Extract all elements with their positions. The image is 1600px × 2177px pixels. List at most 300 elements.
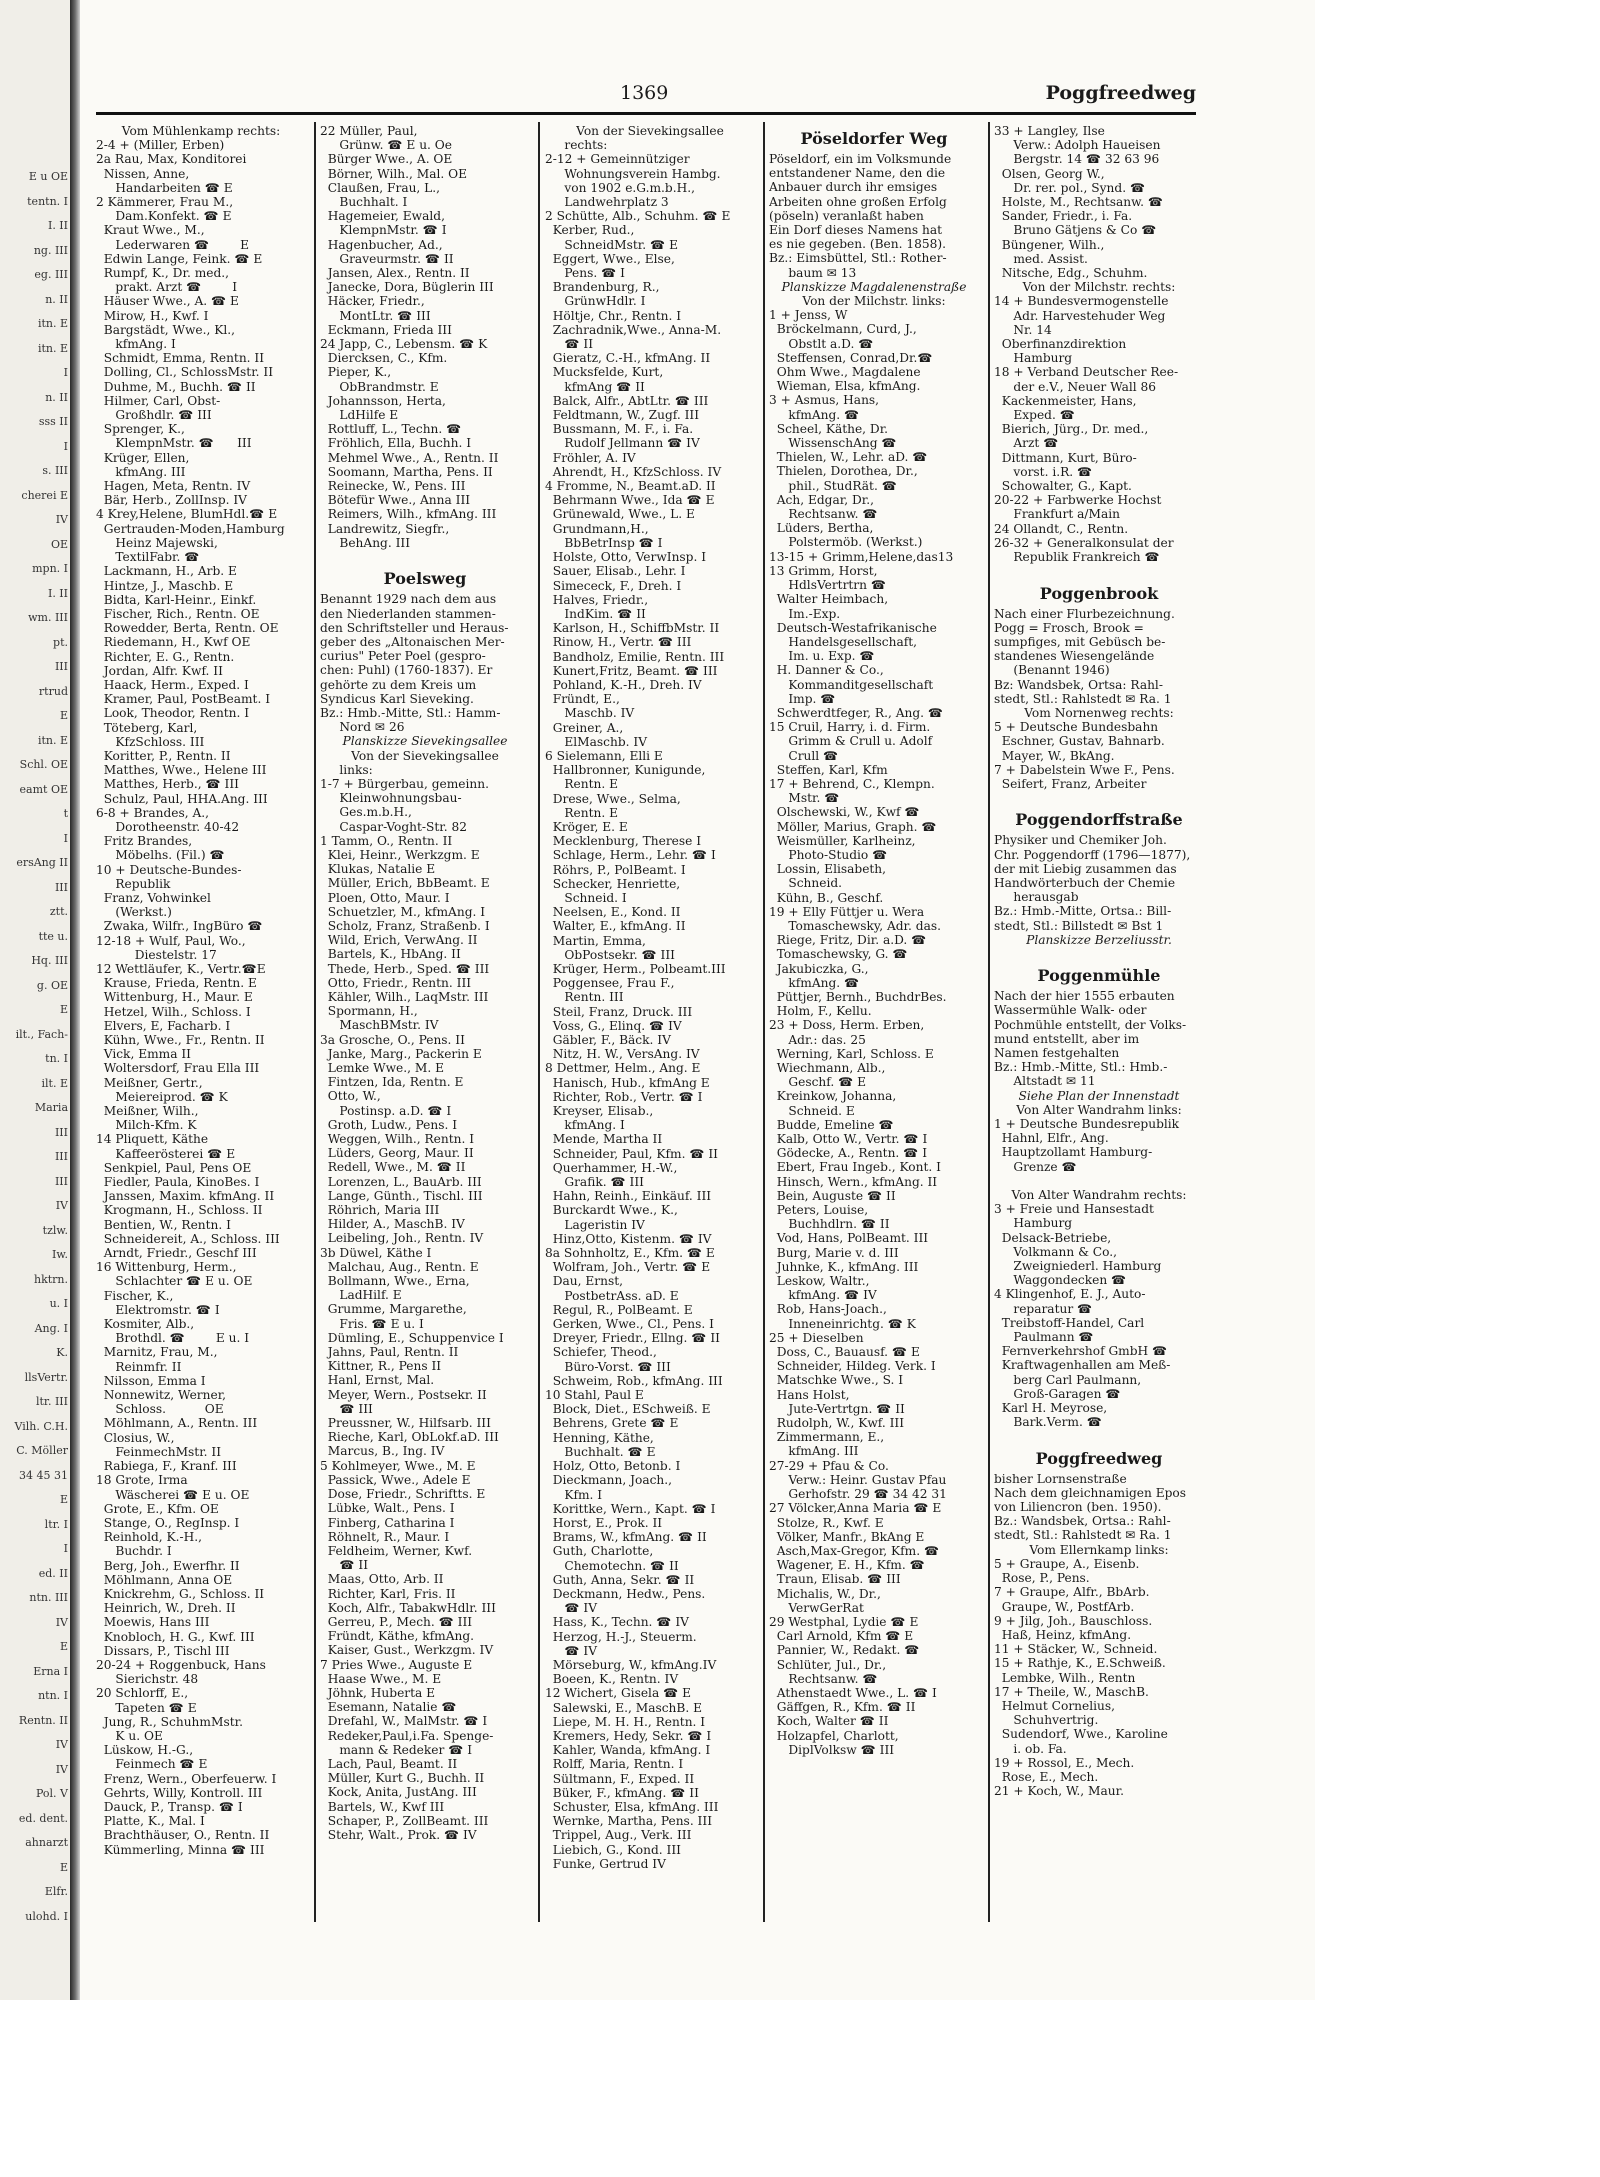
adjacent-page-text: C. Möller [16, 1444, 68, 1457]
directory-entry: 12 Wichert, Gisela ☎ E [545, 1686, 692, 1701]
directory-entry: Asch,Max-Gregor, Kfm. ☎ [769, 1543, 940, 1558]
directory-entry: Rose, E., Mech. [994, 1769, 1099, 1784]
directory-entry: Grenze ☎ [994, 1159, 1077, 1174]
directory-entry: 5 + Deutsche Bundesbahn [994, 720, 1159, 735]
section-subheading: Vom Mühlenkamp rechts: [121, 124, 281, 138]
directory-entry: Schowalter, G., Kapt. [994, 479, 1132, 494]
directory-entry: HdlsVertrtrn ☎ [769, 578, 887, 593]
directory-entry: Bürger Wwe., A. OE [320, 152, 453, 167]
directory-entry: Nr. 14 [994, 322, 1052, 337]
directory-entry: Wieman, Elsa, kfmAng. [769, 379, 921, 394]
directory-entry: baum ✉ 13 [769, 265, 857, 280]
adjacent-page-text: eg. III [34, 268, 68, 281]
directory-entry: 2 Schütte, Alb., Schuhm. ☎ E [545, 209, 731, 224]
directory-entry: Peters, Louise, [769, 1203, 869, 1218]
adjacent-page-text: tzlw. [42, 1223, 68, 1237]
directory-entry: Lederwaren ☎ E [96, 237, 250, 252]
directory-entry: Verw.: Adolph Haueisen [994, 138, 1161, 153]
directory-entry: Kraut Wwe., M., [96, 223, 205, 238]
directory-entry: Zweigniederl. Hamburg [994, 1259, 1162, 1274]
directory-entry: Spormann, H., [320, 1004, 418, 1019]
directory-entry: Möller, Marius, Graph. ☎ [769, 819, 937, 834]
directory-entry: 2-4 + (Miller, Erben) [96, 138, 225, 153]
directory-entry: berg Carl Paulmann, [994, 1372, 1142, 1387]
directory-entry: 14 Pliquett, Käthe [96, 1132, 209, 1147]
directory-entry: Rechtsanw. ☎ [769, 1671, 878, 1686]
directory-entry: Nilsson, Emma I [96, 1373, 206, 1388]
directory-entry: Hamburg [994, 1216, 1073, 1231]
section-subheading: Vom Nornenweg rechts: [1024, 705, 1174, 720]
directory-entry: Janecke, Dora, Büglerin III [320, 280, 494, 295]
directory-entry: 12 Wettläufer, K., Vertr.☎E [96, 961, 266, 976]
directory-entry: Lange, Günth., Tischl. III [320, 1188, 483, 1203]
directory-entry: Dose, Friedr., Schriftts. E [320, 1487, 486, 1502]
adjacent-page-text: I [63, 831, 68, 845]
directory-entry: 1-7 + Bürgerbau, gemeinn. [320, 776, 489, 791]
adjacent-page-text: ahnarzt [25, 1836, 68, 1849]
directory-entry: 9 + Jilg, Joh., Bauschloss. [994, 1613, 1153, 1628]
directory-entry: Hass, K., Techn. ☎ IV [545, 1615, 689, 1630]
directory-entry: Wernke, Martha, Pens. III [545, 1814, 713, 1829]
directory-entry: 2-12 + Gemeinnütziger [545, 152, 690, 167]
directory-entry: Holste, Otto, VerwInsp. I [545, 550, 707, 565]
directory-entry: Klei, Heinr., Werkzgm. E [320, 847, 480, 862]
directory-entry: Sierichstr. 48 [96, 1672, 199, 1687]
adjacent-page-text: I [63, 366, 68, 379]
adjacent-page-text: Erna I [33, 1664, 68, 1678]
directory-entry: Lageristin IV [545, 1217, 645, 1232]
directory-entry: PostbetrAss. aD. E [545, 1288, 679, 1303]
directory-entry: Röhnelt, R., Maur. I [320, 1529, 450, 1544]
directory-entry: Mstr. ☎ [769, 791, 840, 806]
directory-entry: Büker, F., kfmAng. ☎ II [545, 1785, 699, 1800]
directory-entry: Redell, Wwe., M. ☎ II [320, 1160, 466, 1175]
directory-entry: Bartels, K., HbAng. II [320, 947, 461, 962]
directory-entry: Müller, Kurt G., Buchh. II [320, 1771, 485, 1786]
directory-entry: ☎ II [545, 337, 594, 352]
adjacent-page-text: n. II [45, 390, 68, 404]
directory-entry: Claußen, Frau, L., [320, 180, 441, 195]
directory-entry: reparatur ☎ [994, 1301, 1093, 1316]
directory-entry: Richter, Karl, Fris. II [320, 1586, 456, 1601]
directory-entry: Groß-Garagen ☎ [994, 1386, 1121, 1401]
section-subheading: Von der Sievekingsallee [576, 124, 724, 138]
adjacent-page-text: III [54, 1174, 68, 1188]
directory-entry: Michalis, W., Dr., [769, 1586, 881, 1601]
directory-entry: Möbelhs. (Fil.) ☎ [96, 848, 225, 863]
directory-entry: Kalb, Otto W., Vertr. ☎ I [769, 1132, 928, 1147]
directory-entry: Heinrich, W., Dreh. II [96, 1601, 236, 1616]
directory-entry: Korittke, Wern., Kapt. ☎ I [545, 1501, 716, 1516]
directory-entry: Leibeling, Joh., Rentn. IV [320, 1231, 484, 1246]
directory-entry: Häuser Wwe., A. ☎ E [96, 294, 239, 309]
directory-entry: KfzSchloss. III [96, 734, 205, 749]
directory-entry: Püttjer, Bernh., BuchdrBes. [769, 989, 947, 1004]
directory-entry: Richter, E. G., Rentn. [96, 649, 235, 664]
adjacent-page-text: E [59, 1493, 68, 1506]
street-heading: Poggfreedweg [1035, 1448, 1163, 1468]
directory-entry: Im. u. Exp. ☎ [769, 649, 875, 664]
directory-entry: phil., StudRät. ☎ [769, 478, 897, 493]
directory-entry: Brothdl. ☎ E u. I [96, 1331, 250, 1346]
directory-entry: H. Danner & Co., [769, 663, 884, 678]
directory-entry: Ohm Wwe., Magdalene [769, 365, 921, 380]
directory-entry: mann & Redeker ☎ I [320, 1742, 473, 1757]
directory-entry: Nonnewitz, Werner, [96, 1388, 227, 1403]
street-heading: Poggenbrook [1039, 583, 1159, 603]
directory-entry: Gödecke, A., Rentn. ☎ I [769, 1146, 928, 1161]
directory-entry: von 1902 e.G.m.b.H., [545, 180, 695, 195]
directory-entry: Kosmiter, Alb., [96, 1317, 195, 1332]
directory-entry: Adr. Harvestehuder Weg [994, 308, 1166, 323]
directory-entry: MaschBMstr. IV [320, 1018, 439, 1033]
directory-entry: Bark.Verm. ☎ [994, 1415, 1102, 1430]
directory-entry: curius" Peter Poel (gespro- [320, 649, 486, 664]
directory-entry: Mörseburg, W., kfmAng.IV [545, 1657, 717, 1672]
directory-entry: Helmut Cornelius, [994, 1698, 1115, 1713]
directory-entry: Riedemann, H., Kwf OE [96, 635, 251, 650]
map-reference: Planskizze Sievekingsallee [342, 734, 508, 749]
adjacent-page-text: Schl. OE [19, 758, 68, 771]
directory-entry: Frenz, Wern., Oberfeuerw. I [96, 1771, 277, 1786]
directory-entry: Bentien, W., Rentn. I [96, 1217, 231, 1232]
directory-entry: Closius, W., [96, 1430, 175, 1445]
directory-entry: Dau, Ernst, [545, 1274, 623, 1289]
directory-entry: Kremers, Hedy, Sekr. ☎ I [545, 1728, 712, 1743]
directory-entry: Grumme, Margarethe, [320, 1302, 467, 1317]
directory-entry: Fintzen, Ida, Rentn. E [320, 1075, 464, 1090]
directory-entry: Rumpf, K., Dr. med., [96, 266, 230, 281]
directory-entry: Zachradnik,Wwe., Anna-M. [545, 322, 722, 337]
directory-entry: 24 Japp, C., Lebensm. ☎ K [320, 337, 488, 352]
directory-entry: 5 + Graupe, A., Eisenb. [994, 1556, 1140, 1571]
directory-entry: Groth, Ludw., Pens. I [320, 1117, 458, 1132]
directory-entry: Volkmann & Co., [994, 1244, 1117, 1259]
directory-entry [994, 564, 1204, 578]
directory-entry: 4 Fromme, N., Beamt.aD. II [545, 479, 716, 494]
directory-entry: Nitz, H. W., VersAng. IV [545, 1047, 700, 1062]
directory-entry: 1 + Jenss, W [769, 308, 848, 323]
directory-entry: 29 Westphal, Lydie ☎ E [769, 1614, 919, 1629]
directory-entry: Dr. rer. pol., Synd. ☎ [994, 180, 1146, 195]
directory-entry: Guth, Charlotte, [545, 1544, 654, 1559]
directory-entry: rechts: [545, 138, 608, 153]
directory-entry: Handarbeiten ☎ E [96, 180, 233, 195]
directory-entry: Wäscherei ☎ E u. OE [96, 1487, 250, 1502]
directory-entry: 6-8 + Brandes, A., [96, 805, 210, 820]
directory-entry: Rose, P., Pens. [994, 1571, 1090, 1586]
map-reference: Siehe Plan der Innenstadt [1018, 1088, 1180, 1103]
directory-entry: Brams, W., kfmAng. ☎ II [545, 1530, 707, 1545]
directory-entry: Schneider, Paul, Kfm. ☎ II [545, 1146, 718, 1161]
directory-entry: Nitsche, Edg., Schuhm. [994, 266, 1148, 281]
directory-entry: Bargstädt, Wwe., Kl., [96, 322, 236, 337]
directory-entry: Arzt ☎ [994, 436, 1059, 451]
directory-entry: Rentn. E [545, 777, 619, 792]
directory-entry: Fründt, Käthe, kfmAng. [320, 1629, 475, 1644]
directory-entry: Börner, Wilh., Mal. OE [320, 166, 468, 181]
street-heading: Poelsweg [383, 569, 467, 589]
directory-entry: 33 + Langley, Ilse [994, 124, 1105, 138]
section-subheading: Vom Ellernkamp links: [1029, 1542, 1169, 1557]
directory-entry: Sudendorf, Wwe., Karoline [994, 1727, 1168, 1742]
directory-entry: Jakubiczka, G., [769, 961, 869, 976]
adjacent-page-text: hktrn. [33, 1272, 68, 1286]
directory-entry: Holm, F., Kellu. [769, 1004, 872, 1019]
directory-entry: Deckmann, Hedw., Pens. [545, 1586, 706, 1601]
directory-entry: Lüskow, H.-G., [96, 1743, 194, 1758]
directory-entry: Weismüller, Karlheinz, [769, 833, 916, 848]
directory-entry: kfmAng ☎ II [545, 379, 645, 394]
directory-entry: Handelsgesellschaft, [769, 634, 918, 649]
directory-entry: Brandenburg, R., [545, 280, 660, 295]
directory-entry: Kramer, Paul, PostBeamt. I [96, 692, 271, 707]
directory-entry: Crull ☎ [769, 748, 839, 763]
adjacent-page-text: I. II [47, 586, 68, 600]
adjacent-page-text: IV [55, 1738, 68, 1751]
adjacent-page-text: ersAng II [16, 856, 68, 869]
directory-entry: Tomaschewsky, G. ☎ [769, 947, 908, 962]
directory-entry: Mirow, H., Kwf. I [96, 308, 209, 323]
directory-entry: Otto, W., [320, 1089, 381, 1104]
directory-entry: Senkpiel, Paul, Pens OE [96, 1160, 252, 1175]
adjacent-page-text: eamt OE [19, 782, 68, 796]
directory-entry: Schlage, Herm., Lehr. ☎ I [545, 848, 716, 863]
directory-entry: Halves, Friedr., [545, 592, 649, 607]
directory-entry: Bz.: Hmb.-Mitte, Stl.: Hmb.- [994, 1060, 1168, 1075]
directory-column-4 [769, 124, 979, 1757]
directory-entry: Passick, Wwe., Adele E [320, 1472, 471, 1487]
adjacent-page-text: Maria [34, 1101, 68, 1114]
adjacent-page-text: E u OE [28, 170, 68, 183]
directory-entry: Röhrs, P., PolBeamt. I [545, 862, 686, 877]
adjacent-page-text: III [54, 880, 68, 894]
directory-entry: Schulz, Paul, HHA.Ang. III [96, 791, 268, 806]
directory-entry: Schmidt, Emma, Rentn. II [96, 351, 265, 366]
directory-entry: Gehrts, Willy, Kontroll. III [96, 1785, 263, 1800]
directory-entry: Bergstr. 14 ☎ 32 63 96 [994, 152, 1160, 167]
directory-entry: Guth, Anna, Sekr. ☎ II [545, 1572, 695, 1587]
directory-entry: Brachthäuser, O., Rentn. II [96, 1828, 270, 1843]
directory-entry: Arbeiten ohne großen Erfolg [769, 194, 947, 209]
directory-entry: Mucksfelde, Kurt, [545, 365, 664, 380]
adjacent-page-text: itn. E [37, 341, 68, 355]
directory-entry: Maas, Otto, Arb. II [320, 1572, 444, 1587]
directory-entry: 3b Düwel, Käthe I [320, 1245, 432, 1260]
directory-entry: Lüders, Georg, Maur. II [320, 1146, 474, 1161]
directory-entry: Traun, Elisab. ☎ III [769, 1572, 901, 1587]
directory-entry: Rolff, Maria, Rentn. I [545, 1757, 684, 1772]
directory-entry: Salewski, E., MaschB. E [545, 1700, 702, 1715]
adjacent-page-text: ulohd. I [25, 1909, 68, 1923]
directory-entry: Polstermöb. (Werkst.) [769, 535, 923, 550]
book-gutter [70, 0, 80, 2000]
directory-entry: Paulmann ☎ [994, 1330, 1094, 1345]
directory-entry: 3 + Freie und Hansestadt [994, 1202, 1154, 1217]
directory-entry: Kunert,Fritz, Beamt. ☎ III [545, 663, 718, 678]
directory-entry: Dittmann, Kurt, Büro- [994, 450, 1137, 465]
directory-entry: Jute-Vertrtgn. ☎ II [769, 1401, 905, 1416]
directory-entry: Dam.Konfekt. ☎ E [96, 209, 232, 224]
directory-entry: Wolfram, Joh., Vertr. ☎ E [545, 1260, 711, 1275]
directory-entry: Knickrehm, G., Schloss. II [96, 1586, 265, 1601]
directory-entry: Burckardt Wwe., K., [545, 1203, 678, 1218]
directory-entry: Look, Theodor, Rentn. I [96, 706, 250, 721]
directory-entry: Wiechmann, Alb., [769, 1061, 886, 1075]
directory-entry: 21 + Koch, W., Maur. [994, 1784, 1124, 1799]
adjacent-page-text: g. OE [36, 978, 68, 992]
directory-entry: Kühn, B., Geschf. [769, 890, 884, 905]
directory-entry: Kommanditgesellschaft [769, 677, 934, 692]
adjacent-page-text: E [59, 709, 68, 722]
directory-entry: Kühn, Wwe., Fr., Rentn. II [96, 1033, 265, 1047]
directory-entry: Martin, Emma, [545, 933, 646, 948]
directory-entry: Lach, Paul, Beamt. II [320, 1756, 458, 1771]
adjacent-page-text: tn. I [45, 1052, 68, 1065]
directory-entry: Waggondecken ☎ [994, 1273, 1127, 1288]
directory-entry: Thielen, W., Lehr. aD. ☎ [769, 450, 928, 465]
directory-entry: Mehmel Wwe., A., Rentn. II [320, 450, 499, 465]
directory-entry: Kaffeerösterei ☎ E [96, 1146, 236, 1161]
directory-entry: 12-18 + Wulf, Paul, Wo., [96, 933, 246, 948]
directory-entry: Reinhold, K.-H., [96, 1530, 202, 1545]
adjacent-page-text: 34 45 31 [19, 1468, 68, 1482]
directory-entry: Kleinwohnungsbau- [320, 791, 462, 806]
adjacent-page-text: ntn. III [29, 1591, 68, 1604]
directory-entry [994, 1429, 1204, 1443]
directory-entry: Bollmann, Wwe., Erna, [320, 1274, 470, 1289]
directory-entry: Meiereiprod. ☎ K [96, 1089, 228, 1104]
directory-entry: chen: Puhl) (1760-1837). Er [320, 663, 493, 678]
directory-entry: Kittner, R., Pens II [320, 1359, 442, 1374]
directory-entry: Fiedler, Paula, KinoBes. I [96, 1175, 260, 1190]
directory-entry: Kerber, Rud., [545, 223, 635, 238]
directory-entry: 17 + Behrend, C., Klempn. [769, 776, 935, 791]
directory-entry: Koritter, P., Rentn. II [96, 748, 231, 763]
directory-entry: Jöhnk, Huberta E [320, 1685, 436, 1700]
adjacent-page-text: llsVertr. [24, 1370, 68, 1384]
directory-entry: Grünw. ☎ E u. Oe [320, 138, 452, 153]
directory-entry: Müller, Erich, BbBeamt. E [320, 876, 490, 891]
directory-entry: Republik Frankreich ☎ [994, 550, 1160, 565]
directory-entry: Bz.: Hmb.-Mitte, Ortsa.: Bill- [994, 904, 1172, 919]
directory-entry: Wild, Erich, VerwAng. II [320, 933, 478, 948]
directory-entry: Vick, Emma II [96, 1047, 191, 1062]
directory-entry: Rudolph, W., Kwf. III [769, 1416, 905, 1431]
directory-entry: Fröhlich, Ella, Buchh. I [320, 436, 472, 451]
directory-entry: 4 Klingenhof, E. J., Auto- [994, 1287, 1146, 1302]
directory-entry: Sauer, Elisab., Lehr. I [545, 564, 686, 579]
directory-entry: Feldtmann, W., Zugf. III [545, 408, 700, 423]
directory-entry: Schwerdtfeger, R., Ang. ☎ [769, 705, 944, 720]
section-subheading: Von Alter Wandrahm rechts: [1011, 1188, 1187, 1203]
directory-entry: Rinow, H., Vertr. ☎ III [545, 635, 692, 650]
directory-entry [994, 791, 1204, 805]
directory-entry: Kraftwagenhallen am Meß- [994, 1358, 1171, 1373]
section-subheading: Von der Milchstr. links: [802, 294, 946, 309]
directory-entry: Pohland, K.-H., Dreh. IV [545, 677, 702, 692]
directory-entry: Maschb. IV [545, 706, 635, 721]
directory-entry: der e.V., Neuer Wall 86 [994, 379, 1157, 394]
directory-entry: Regul, R., PolBeamt. E [545, 1302, 693, 1317]
directory-entry: Imp. ☎ [769, 691, 836, 706]
directory-entry: Grimm & Crull u. Adolf [769, 734, 933, 749]
directory-entry: Arndt, Friedr., Geschf III [96, 1246, 257, 1261]
directory-entry: von Liliencron (ben. 1950). [994, 1500, 1162, 1515]
directory-entry: Frankfurt a/Main [994, 507, 1120, 522]
directory-entry: Schlüter, Jul., Dr., [769, 1657, 887, 1672]
adjacent-page-text: III [54, 660, 68, 673]
directory-entry: Krause, Frieda, Rentn. E [96, 976, 257, 991]
directory-entry: Pöseldorf, ein im Volksmunde [769, 152, 952, 166]
directory-entry: KlempnMstr. ☎ I [320, 223, 447, 238]
directory-entry: Gerhofstr. 29 ☎ 34 42 31 [769, 1487, 947, 1502]
directory-entry: Reimers, Wilh., kfmAng. III [320, 507, 497, 522]
directory-entry: Soomann, Martha, Pens. II [320, 464, 493, 479]
directory-entry: 18 Grote, Irma [96, 1473, 188, 1488]
directory-entry: Schneid. I [545, 890, 627, 905]
directory-entry: Rudolf Jellmann ☎ IV [545, 436, 700, 451]
directory-entry: Grünewald, Wwe., L. E [545, 507, 695, 522]
directory-entry: gehörte zu dem Kreis um [320, 677, 477, 692]
directory-entry: Walter Heimbach, [769, 592, 889, 607]
directory-entry: IndKim. ☎ II [545, 606, 646, 621]
adjacent-page-text: ilt., Fach- [15, 1027, 68, 1041]
adjacent-page-text: ed. II [38, 1566, 68, 1580]
adjacent-page-text: itn. E [37, 733, 68, 747]
directory-entry: Bröckelmann, Curd, J., [769, 322, 917, 337]
directory-entry: Fritz Brandes, [96, 834, 193, 849]
directory-entry: Kahler, Wanda, kfmAng. I [545, 1743, 711, 1758]
adjacent-page-text: III [54, 1125, 68, 1139]
directory-entry: Mayer, W., BkAng. [994, 748, 1115, 763]
directory-entry: Schloss. OE [96, 1402, 224, 1417]
adjacent-page-text: Ang. I [34, 1321, 68, 1335]
directory-entry: Ebert, Frau Ingeb., Kont. I [769, 1160, 941, 1175]
directory-entry: Lembke, Wilh., Rentn [994, 1670, 1136, 1685]
directory-entry: ObBrandmstr. E [320, 379, 439, 394]
directory-entry: Liebich, G., Kond. III [545, 1842, 681, 1857]
directory-entry: Möhlmann, Anna OE [96, 1572, 233, 1587]
directory-entry: 19 + Elly Füttjer u. Wera [769, 904, 925, 919]
adjacent-page-text: mpn. I [32, 562, 68, 575]
directory-entry: Hagenbucher, Ad., [320, 237, 443, 252]
directory-entry: Rieche, Karl, ObLokf.aD. III [320, 1430, 499, 1445]
directory-entry: Ach, Edgar, Dr., [769, 492, 874, 507]
directory-entry: ☎ II [320, 1558, 369, 1573]
directory-entry: Rabiega, F., Kranf. III [96, 1459, 237, 1474]
street-heading: Pöseldorfer Weg [800, 129, 948, 148]
directory-entry: Juhnke, K., kfmAng. III [769, 1259, 919, 1274]
adjacent-page-text: tte u. [38, 929, 68, 943]
directory-entry: Adr.: das. 25 [769, 1032, 866, 1047]
directory-entry: Bz: Wandsbek, Ortsa: Rahl- [994, 677, 1163, 692]
directory-entry: Hilmer, Carl, Obst- [96, 393, 221, 408]
directory-entry: Fernverkehrshof GmbH ☎ [994, 1344, 1168, 1359]
adjacent-page-text: IV [55, 513, 68, 526]
directory-entry: Kümmerling, Minna ☎ III [96, 1842, 265, 1857]
directory-entry: Grundmann,H., [545, 521, 649, 536]
section-subheading: Von der Milchstr. rechts: [1022, 280, 1176, 295]
directory-entry: Eggert, Wwe., Else, [545, 251, 675, 266]
directory-entry: Meißner, Wilh., [96, 1104, 199, 1119]
adjacent-page-text: I [63, 1542, 68, 1555]
section-subheading: Von Alter Wandrahm links: [1016, 1102, 1182, 1117]
directory-entry: 10 Stahl, Paul E [545, 1388, 644, 1403]
directory-entry: 6 Sielemann, Elli E [545, 748, 663, 763]
directory-entry: Liepe, M. H. H., Rentn. I [545, 1714, 706, 1729]
directory-entry: Hinsch, Wern., kfmAng. II [769, 1174, 938, 1189]
